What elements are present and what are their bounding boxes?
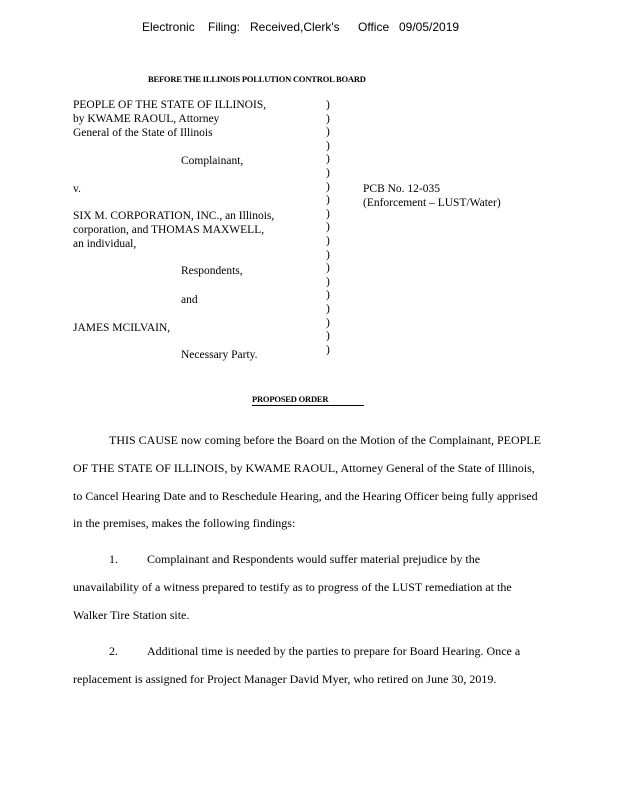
case-type: (Enforcement – LUST/Water) — [363, 197, 501, 209]
case-number: PCB No. 12-035 — [363, 183, 440, 195]
caption-paren: ) — [326, 221, 330, 234]
caption-paren: ) — [326, 194, 330, 207]
party1-line2: by KWAME RAOUL, Attorney — [73, 113, 220, 125]
finding-1-line-3: Walker Tire Station site. — [73, 608, 190, 622]
header-electronic: Electronic — [142, 20, 195, 34]
party3-name: JAMES MCILVAIN, — [73, 322, 171, 334]
and-label: and — [181, 294, 198, 306]
caption-paren: ) — [326, 207, 330, 220]
header-date: 09/05/2019 — [399, 20, 460, 34]
party2-line3: an individual, — [73, 238, 137, 250]
header-office: Office — [358, 20, 390, 34]
caption-paren-column — [326, 99, 330, 357]
versus-label: v. — [73, 183, 81, 195]
finding-1-number: 1. — [109, 552, 118, 566]
caption-paren: ) — [326, 234, 330, 247]
caption-paren: ) — [326, 112, 330, 125]
caption-paren: ) — [326, 262, 330, 275]
board-title: BEFORE THE ILLINOIS POLLUTION CONTROL BOARD — [148, 74, 366, 84]
order-title: PROPOSED ORDER — [252, 394, 329, 404]
caption-paren: ) — [326, 330, 330, 343]
caption-paren: ) — [326, 139, 330, 152]
finding-1-line-1: Complainant and Respondents would suffer material prejudice by the — [147, 552, 481, 566]
caption-paren: ) — [326, 343, 330, 356]
complainant-label: Complainant, — [181, 155, 244, 167]
order-title-underline — [252, 405, 364, 406]
party1-line1: PEOPLE OF THE STATE OF ILLINOIS, — [73, 99, 267, 111]
header-filing: Filing: — [208, 20, 241, 34]
caption-paren: ) — [326, 153, 330, 166]
caption-paren: ) — [326, 180, 330, 193]
finding-2-number: 2. — [109, 644, 118, 658]
intro-line-3: to Cancel Hearing Date and to Reschedule Hearing, and the Hearing Officer being fully apprised — [73, 489, 538, 503]
caption-paren: ) — [326, 275, 330, 288]
finding-2-line-2: replacement is assigned for Project Manager David Myer, who retired on June 30, 2019. — [73, 672, 497, 686]
party2-line1: SIX M. CORPORATION, INC., an Illinois, — [73, 210, 275, 222]
header-received: Received,Clerk's — [250, 20, 340, 34]
finding-2-line-1: Additional time is needed by the parties to prepare for Board Hearing. Once a — [147, 644, 521, 658]
caption-paren: ) — [326, 248, 330, 261]
caption-paren: ) — [326, 126, 330, 139]
intro-line-2: OF THE STATE OF ILLINOIS, by KWAME RAOUL, Attorney General of the State of Illinois, — [73, 461, 535, 475]
caption-paren: ) — [326, 99, 330, 111]
finding-1-line-2: unavailability of a witness prepared to testify as to progress of the LUST remediation at the — [73, 580, 512, 594]
caption-paren: ) — [326, 302, 330, 315]
respondents-label: Respondents, — [181, 265, 243, 277]
intro-line-1: THIS CAUSE now coming before the Board on the Motion of the Complainant, PEOPLE — [109, 433, 541, 447]
intro-line-4: in the premises, makes the following findings: — [73, 516, 296, 530]
caption-paren: ) — [326, 316, 330, 329]
party2-line2: corporation, and THOMAS MAXWELL, — [73, 224, 265, 236]
necessary-party-label: Necessary Party. — [181, 349, 258, 361]
caption-paren: ) — [326, 166, 330, 179]
caption-paren: ) — [326, 289, 330, 302]
party1-line3: General of the State of Illinois — [73, 127, 213, 139]
